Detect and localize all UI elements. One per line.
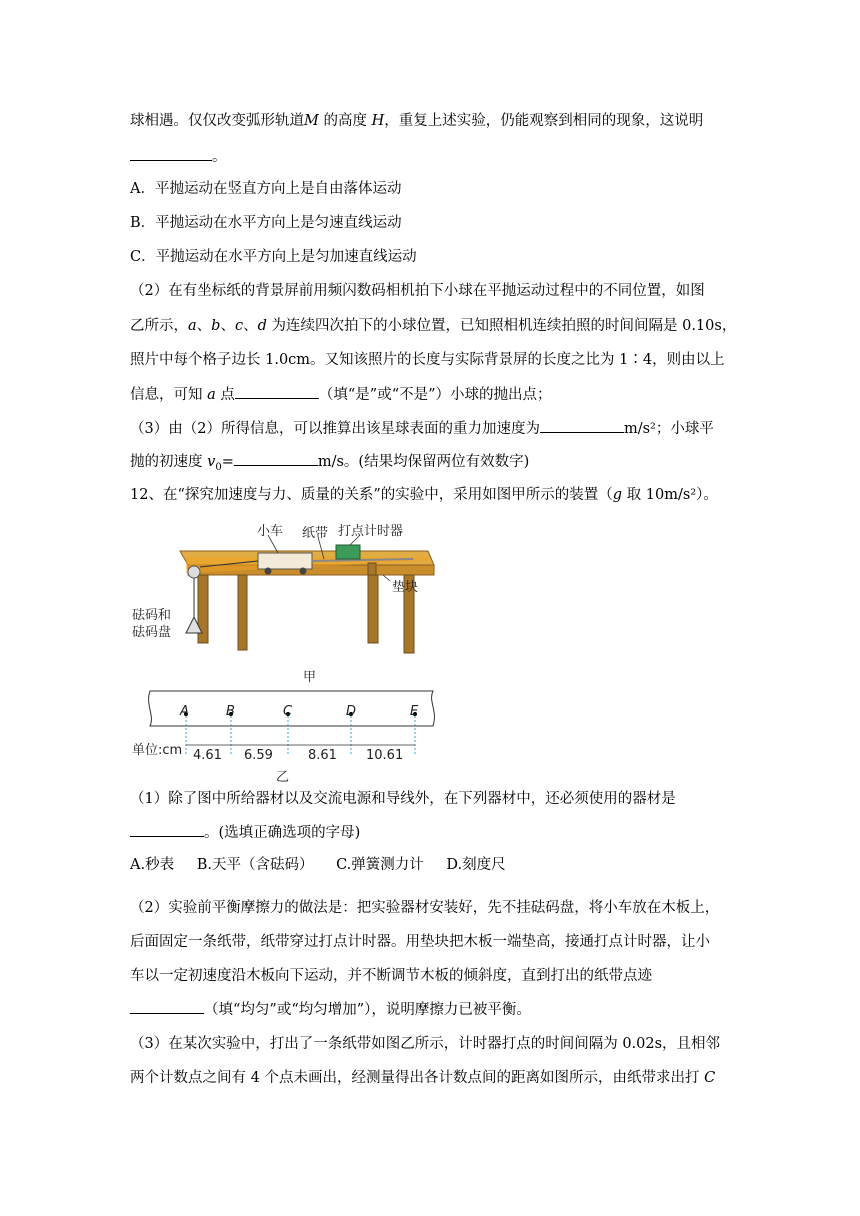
text-span: （填“均匀”或“均匀增加”），说明摩擦力已被平衡。 xyxy=(204,1002,531,1018)
text-span: 乙所示， xyxy=(130,318,188,334)
text-span: 取 10m/s²）。 xyxy=(622,487,718,503)
label-block: 垫块 xyxy=(392,580,419,595)
text-span: 的高度 xyxy=(318,113,372,129)
text-line xyxy=(130,316,736,336)
label-car: 小车 xyxy=(257,524,284,539)
ticker-timer xyxy=(336,545,360,559)
text-line xyxy=(130,999,531,1020)
label-point-d: D xyxy=(346,704,357,719)
label-point-c: C xyxy=(283,704,293,719)
option-ruler[interactable]: D.刻度尺 xyxy=(446,857,506,873)
label-point-a: A xyxy=(180,704,189,719)
label-line: 砝码盘 xyxy=(132,625,172,640)
option-c: C．平抛运动在水平方向上是匀加速直线运动 xyxy=(130,249,417,265)
var-v: v xyxy=(207,454,216,470)
text-line: （2）在有坐标纸的背景屏前用频闪数码相机拍下小球在平抛运动过程中的不同位置，如图 xyxy=(130,283,705,299)
text-span: ，重复上述实验，仍能观察到相同的现象，这说明 xyxy=(384,113,704,129)
text-span: 信息，可知 xyxy=(130,387,208,403)
caption-jia: 甲 xyxy=(303,670,317,685)
subscript: 0 xyxy=(215,461,222,473)
text-line: 后面固定一条纸带，纸带穿过打点计时器。用垫块把木板一端垫高，接通打点计时器，让小 xyxy=(130,934,710,950)
pulley xyxy=(188,566,200,578)
var-c: c xyxy=(234,318,244,334)
var-d: d xyxy=(257,318,267,334)
distance-bc: 6.59 xyxy=(244,748,273,763)
var-C: C xyxy=(704,1070,716,1086)
text-span: 为连续四次拍下的小球位置，已知照相机连续拍照的时间间隔是 0.10s， xyxy=(266,318,737,334)
label-point-b: B xyxy=(226,704,235,719)
text-span: m/s。(结果均保留两位有效数字) xyxy=(317,454,530,470)
var-H: H xyxy=(371,113,385,129)
text-span: 、 xyxy=(196,318,212,334)
answer-blank[interactable] xyxy=(234,451,318,466)
option-spring-scale[interactable]: C.弹簧测力计 xyxy=(336,857,424,873)
text-line xyxy=(130,451,529,478)
text-line: （3）在某次实验中，打出了一条纸带如图乙所示，计时器打点的时间间隔为 0.02s，且相邻 xyxy=(130,1036,721,1052)
distance-ab: 4.61 xyxy=(193,748,222,763)
answer-blank[interactable] xyxy=(540,418,624,433)
label-weights xyxy=(132,607,171,641)
text-span: 、 xyxy=(220,318,235,334)
text-line xyxy=(130,111,703,131)
text-span: 。 xyxy=(212,149,227,165)
option-a: A．平抛运动在竖直方向上是自由落体运动 xyxy=(130,181,402,197)
support-block xyxy=(368,563,376,575)
option-balance[interactable]: B.天平（含砝码） xyxy=(196,857,314,873)
label-tape: 纸带 xyxy=(302,526,329,541)
options-row xyxy=(130,855,524,875)
table-leg xyxy=(368,575,378,643)
var-b: b xyxy=(211,318,221,334)
var-M: M xyxy=(304,113,319,129)
answer-blank[interactable] xyxy=(130,999,204,1014)
text-line xyxy=(130,418,714,439)
text-line: （2）实验前平衡摩擦力的做法是：把实验器材安装好，先不挂砝码盘，将小车放在木板上， xyxy=(130,900,720,916)
distance-cd: 8.61 xyxy=(308,748,337,763)
cart-wheel xyxy=(300,568,307,575)
label-point-e: E xyxy=(410,704,419,719)
text-span: （填“是”或“不是”）小球的抛出点； xyxy=(318,387,552,403)
label-timer: 打点计时器 xyxy=(338,524,404,539)
caption-yi: 乙 xyxy=(276,770,290,785)
text-line: 照片中每个格子边长 1.0cm。又知该照片的长度与实际背景屏的长度之比为 1∶4，则由以上 xyxy=(130,352,725,368)
cart xyxy=(258,553,312,569)
table-leg xyxy=(238,575,247,650)
answer-blank[interactable] xyxy=(235,384,319,399)
text-line xyxy=(130,822,360,843)
option-b: B．平抛运动在水平方向上是匀速直线运动 xyxy=(130,215,402,231)
text-span: 。(选填正确选项的字母) xyxy=(204,825,361,841)
option-stopwatch[interactable]: A.秒表 xyxy=(130,857,175,873)
text-line xyxy=(130,146,227,167)
text-span: 抛的初速度 xyxy=(130,454,208,470)
text-span: = xyxy=(221,454,234,470)
unit-label: 单位:cm xyxy=(132,743,183,758)
answer-blank[interactable] xyxy=(130,146,212,161)
distance-de: 10.61 xyxy=(366,748,404,763)
var-a: a xyxy=(188,318,197,334)
var-g: g xyxy=(612,487,623,503)
text-line xyxy=(130,384,552,405)
text-span: 点 xyxy=(215,387,235,403)
question-12 xyxy=(130,485,718,505)
unit: m/s² xyxy=(623,421,656,437)
var-a: a xyxy=(207,387,216,403)
text-line xyxy=(130,1068,715,1088)
text-line: 车以一定初速度沿木板向下运动，并不断调节木板的倾斜度，直到打出的纸带点迹 xyxy=(130,968,652,984)
label-line: 砝码和 xyxy=(132,608,172,623)
text-span: 、 xyxy=(243,318,258,334)
text-span: ；小球平 xyxy=(655,421,714,437)
answer-blank[interactable] xyxy=(130,822,204,837)
text-line: （1）除了图中所给器材以及交流电源和导线外，在下列器材中，还必须使用的器材是 xyxy=(130,791,676,807)
apparatus-figure xyxy=(128,515,438,685)
text-span: 两个计数点之间有 4 个点未画出，经测量得出各计数点间的距离如图所示，由纸带求出打 xyxy=(130,1070,705,1086)
text-span: 球相遇。仅仅改变弧形轨道 xyxy=(130,113,304,129)
cart-wheel xyxy=(265,568,272,575)
text-span: （3）由（2）所得信息，可以推算出该星球表面的重力加速度为 xyxy=(130,421,540,437)
leader-line xyxy=(383,575,390,581)
text-span: 12、在“探究加速度与力、质量的关系”的实验中，采用如图甲所示的装置（ xyxy=(130,487,613,503)
